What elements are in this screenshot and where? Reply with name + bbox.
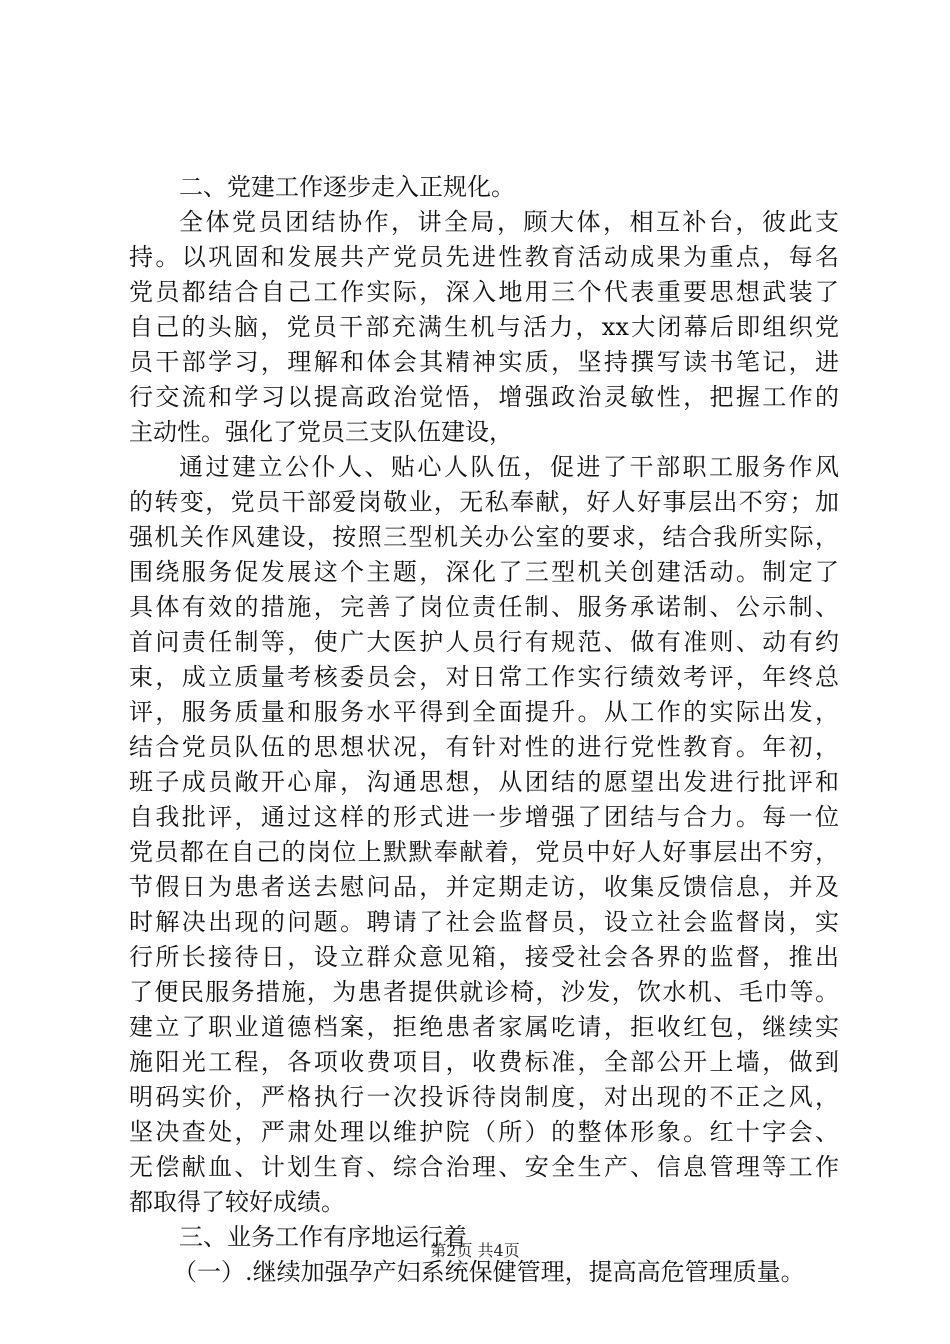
text-line: （一）.继续加强孕产妇系统保健管理，提高高危管理质量。 (173, 1258, 805, 1286)
text-line: 施阳光工程，各项收费项目，收费标准，全部公开上墙，做到 (129, 1048, 839, 1076)
text-line: 强机关作风建设，按照三型机关办公室的要求，结合我所实际， (129, 523, 839, 551)
text-line: 自我批评，通过这样的形式进一步增强了团结与合力。每一位 (129, 803, 839, 831)
heading-section-2 (129, 170, 839, 205)
text-line: 时解决出现的问题。聘请了社会监督员，设立社会监督岗，实 (129, 908, 839, 936)
text-line: 持。以巩固和发展共产党员先进性教育活动成果为重点，每名 (129, 243, 839, 271)
paragraph-party-unity (129, 205, 839, 450)
text-line: 党员都结合自己工作实际，深入地用三个代表重要思想武装了 (129, 278, 839, 306)
text-line: 行所长接待日，设立群众意见箱，接受社会各界的监督，推出 (129, 943, 839, 971)
text-line: 节假日为患者送去慰问品，并定期走访，收集反馈信息，并及 (129, 873, 839, 901)
document-body (129, 170, 839, 1290)
text-line: 党员都在自己的岗位上默默奉献着，党员中好人好事层出不穷， (129, 838, 839, 866)
text-line: 行交流和学习以提高政治觉悟，增强政治灵敏性，把握工作的 (129, 383, 839, 411)
text-line: 围绕服务促发展这个主题，深化了三型机关创建活动。制定了 (129, 558, 839, 586)
text-line: 的转变，党员干部爱岗敬业，无私奉献，好人好事层出不穷；加 (129, 488, 839, 516)
text-line: 无偿献血、计划生育、综合治理、安全生产、信息管理等工作 (129, 1153, 839, 1181)
text-line: 明码实价，严格执行一次投诉待岗制度，对出现的不正之风， (129, 1083, 839, 1111)
text-line: 评，服务质量和服务水平得到全面提升。从工作的实际出发， (129, 698, 839, 726)
text-line: 自己的头脑，党员干部充满生机与活力，xx大闭幕后即组织党 (129, 313, 839, 341)
text-line: 都取得了较好成绩。 (129, 1188, 345, 1216)
text-line: 结合党员队伍的思想状况，有针对性的进行党性教育。年初， (129, 733, 839, 761)
text-line: 了便民服务措施，为患者提供就诊椅，沙发，饮水机、毛巾等。 (129, 978, 839, 1006)
text-line: 班子成员敞开心扉，沟通思想，从团结的愿望出发进行批评和 (129, 768, 839, 796)
page-footer: 第2页 共4页 (430, 1241, 520, 1260)
paragraph-work-style (129, 450, 839, 1220)
text-line: 二、党建工作逐步走入正规化。 (179, 173, 515, 201)
text-line: 首问责任制等，使广大医护人员行有规范、做有准则、动有约 (129, 628, 839, 656)
text-line: 三、业务工作有序地运行着 (179, 1223, 467, 1251)
text-line: 通过建立公仆人、贴心人队伍，促进了干部职工服务作风 (179, 453, 839, 481)
text-line: 主动性。强化了党员三支队伍建设， (129, 418, 513, 446)
text-line: 员干部学习，理解和体会其精神实质，坚持撰写读书笔记，进 (129, 348, 839, 376)
text-line: 全体党员团结协作，讲全局，顾大体，相互补台，彼此支 (179, 208, 839, 236)
text-line: 具体有效的措施，完善了岗位责任制、服务承诺制、公示制、 (129, 593, 839, 621)
text-line: 坚决查处，严肃处理以维护院（所）的整体形象。红十字会、 (129, 1118, 839, 1146)
text-line: 束，成立质量考核委员会，对日常工作实行绩效考评，年终总 (129, 663, 839, 691)
text-line: 建立了职业道德档案，拒绝患者家属吃请，拒收红包，继续实 (129, 1013, 839, 1041)
